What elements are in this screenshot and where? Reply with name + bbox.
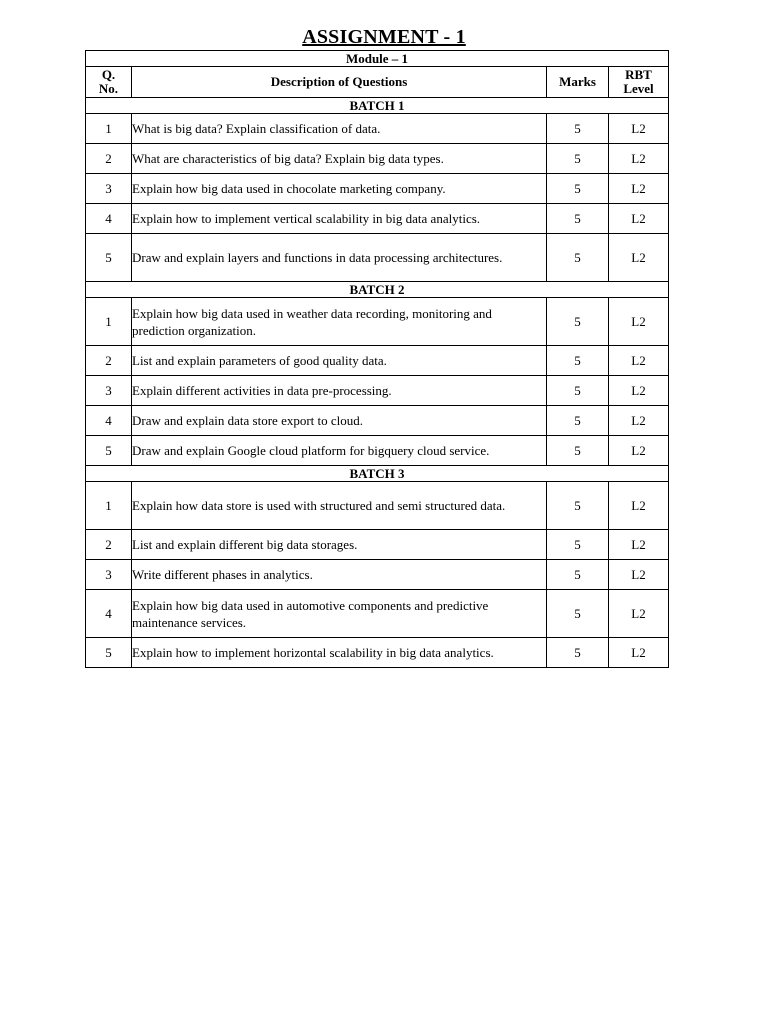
question-marks: 5: [547, 204, 609, 234]
question-marks: 5: [547, 638, 609, 668]
question-row: [86, 204, 669, 234]
question-text: Explain how big data used in chocolate marketing company.: [132, 174, 547, 204]
question-marks: 5: [547, 298, 609, 346]
question-marks: 5: [547, 590, 609, 638]
question-text: Explain how to implement vertical scalability in big data analytics.: [132, 204, 547, 234]
module-row: [86, 51, 669, 67]
question-number: 5: [86, 436, 132, 466]
question-number: 1: [86, 114, 132, 144]
question-number: 4: [86, 204, 132, 234]
question-marks: 5: [547, 174, 609, 204]
question-marks: 5: [547, 406, 609, 436]
question-number: 2: [86, 530, 132, 560]
question-row: [86, 590, 669, 638]
question-rbt-level: L2: [609, 204, 669, 234]
question-text: Explain different activities in data pre-processing.: [132, 376, 547, 406]
question-number: 1: [86, 298, 132, 346]
question-rbt-level: L2: [609, 346, 669, 376]
question-marks: 5: [547, 144, 609, 174]
question-number: 4: [86, 406, 132, 436]
question-number: 3: [86, 174, 132, 204]
question-text: Draw and explain layers and functions in data processing architectures.: [132, 234, 547, 282]
qno-header-line1: Q.: [101, 67, 116, 82]
question-rbt-level: L2: [609, 590, 669, 638]
question-rbt-level: L2: [609, 482, 669, 530]
question-text: What are characteristics of big data? Explain big data types.: [132, 144, 547, 174]
question-rbt-level: L2: [609, 560, 669, 590]
question-text: List and explain different big data storages.: [132, 530, 547, 560]
question-row: [86, 406, 669, 436]
question-rbt-level: L2: [609, 376, 669, 406]
module-label: Module – 1: [86, 51, 669, 67]
question-number: 5: [86, 638, 132, 668]
question-marks: 5: [547, 114, 609, 144]
question-text: Write different phases in analytics.: [132, 560, 547, 590]
question-marks: 5: [547, 234, 609, 282]
marks-header: Marks: [547, 67, 609, 98]
question-rbt-level: L2: [609, 436, 669, 466]
question-number: 3: [86, 376, 132, 406]
question-text: Explain how to implement horizontal scalability in big data analytics.: [132, 638, 547, 668]
question-rbt-level: L2: [609, 144, 669, 174]
question-marks: 5: [547, 560, 609, 590]
question-number: 3: [86, 560, 132, 590]
batch-row: [86, 98, 669, 114]
question-text: What is big data? Explain classification of data.: [132, 114, 547, 144]
batch-label: BATCH 2: [86, 282, 669, 298]
question-number: 1: [86, 482, 132, 530]
question-row: [86, 298, 669, 346]
rbt-header: [609, 67, 669, 98]
question-rbt-level: L2: [609, 530, 669, 560]
header-row: [86, 67, 669, 98]
batch-label: BATCH 3: [86, 466, 669, 482]
question-row: [86, 530, 669, 560]
question-text: Draw and explain data store export to cloud.: [132, 406, 547, 436]
assignment-table: [85, 50, 669, 668]
question-row: [86, 346, 669, 376]
question-text: Draw and explain Google cloud platform for bigquery cloud service.: [132, 436, 547, 466]
question-rbt-level: L2: [609, 638, 669, 668]
question-number: 2: [86, 346, 132, 376]
question-row: [86, 560, 669, 590]
batch-label: BATCH 1: [86, 98, 669, 114]
question-rbt-level: L2: [609, 114, 669, 144]
qno-header-line2: No.: [98, 81, 119, 96]
question-number: 4: [86, 590, 132, 638]
question-marks: 5: [547, 346, 609, 376]
question-rbt-level: L2: [609, 298, 669, 346]
question-row: [86, 376, 669, 406]
question-marks: 5: [547, 482, 609, 530]
question-marks: 5: [547, 376, 609, 406]
question-row: [86, 482, 669, 530]
question-row: [86, 144, 669, 174]
document-title: ASSIGNMENT - 1: [302, 26, 466, 48]
question-row: [86, 174, 669, 204]
question-row: [86, 436, 669, 466]
question-text: Explain how big data used in automotive components and predictive maintenance services.: [132, 590, 547, 638]
qno-header: [86, 67, 132, 98]
question-row: [86, 638, 669, 668]
question-rbt-level: L2: [609, 234, 669, 282]
question-marks: 5: [547, 436, 609, 466]
question-row: [86, 114, 669, 144]
question-number: 5: [86, 234, 132, 282]
question-row: [86, 234, 669, 282]
question-number: 2: [86, 144, 132, 174]
rbt-header-line1: RBT: [625, 67, 652, 82]
question-text: Explain how big data used in weather data recording, monitoring and prediction organization.: [132, 298, 547, 346]
question-text: Explain how data store is used with structured and semi structured data.: [132, 482, 547, 530]
batch-row: [86, 466, 669, 482]
question-marks: 5: [547, 530, 609, 560]
description-header: Description of Questions: [132, 67, 547, 98]
question-text: List and explain parameters of good quality data.: [132, 346, 547, 376]
question-rbt-level: L2: [609, 174, 669, 204]
rbt-header-line2: Level: [623, 81, 654, 96]
batch-row: [86, 282, 669, 298]
question-rbt-level: L2: [609, 406, 669, 436]
